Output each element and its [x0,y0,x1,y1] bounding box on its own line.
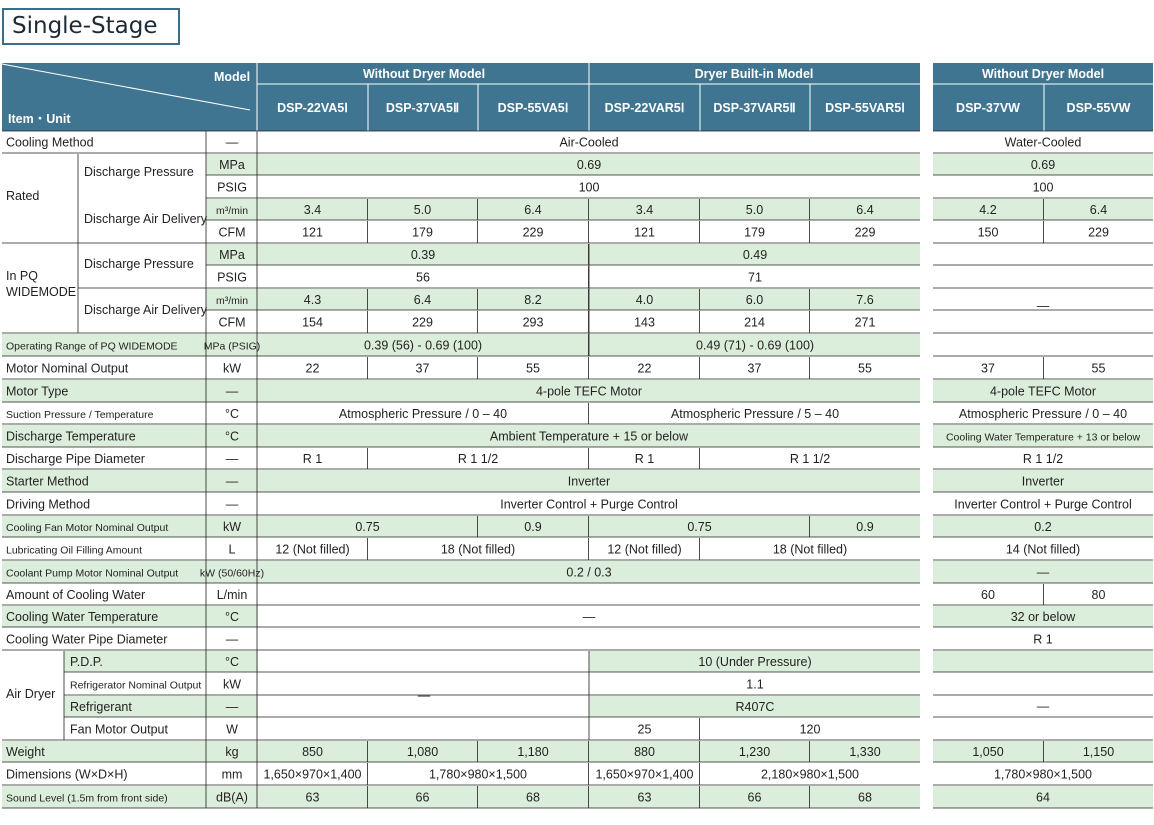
cell-value: 5.0 [745,203,764,217]
cell-value: 56 [416,270,430,285]
model-name: DSP-55VA5Ⅰ [497,101,569,115]
row-label: Amount of Cooling Water [6,588,146,602]
cell-value: 68 [526,790,540,805]
row-unit: kW [222,677,242,692]
cell-value: 229 [1088,225,1109,240]
cell-value: 6.4 [524,203,542,217]
cell-value: 121 [302,225,323,240]
cell-value: 10 (Under Pressure) [698,655,812,669]
row-label: Operating Range of PQ WIDEMODE [6,340,178,353]
row-label: Coolant Pump Motor Nominal Output [6,567,179,580]
cell-value: 0.9 [856,520,874,534]
cell-value: 71 [748,270,762,285]
cell-value: 37 [747,361,762,376]
row-unit: PSIG [217,270,247,285]
row-label: Fan Motor Output [70,722,168,737]
row-label: Starter Method [6,474,89,489]
cell-value: 229 [412,315,433,330]
row-unit: kW (50/60Hz) [199,567,265,580]
cell-value: 150 [977,225,999,240]
cell-value: R407C [735,700,775,714]
cell-value: 0.49 (71) - 0.69 (100) [695,338,815,353]
cell-value: — [1036,565,1050,580]
cell-value: 37 [415,361,430,376]
row-label: Refrigerant [70,700,132,714]
cell-value: Atmospheric Pressure / 0 – 40 [338,407,508,421]
cell-value: 179 [412,225,433,240]
dash-cell: — [1036,699,1050,714]
cell-value: 12 (Not filled) [607,542,682,557]
cell-value: 229 [522,225,544,240]
cell-value: 6.4 [1089,203,1108,217]
group-pq-widemode: In PQ [6,269,38,283]
row-unit: — [225,497,239,512]
cell-value: 1,780×980×1,500 [428,767,528,782]
row-unit: — [225,452,239,466]
page-title: Single-Stage [2,8,180,45]
row-label: Sound Level (1.5m from front side) [6,792,168,805]
row-unit: — [225,632,239,647]
cell-value: 1.1 [746,677,764,692]
cell-value: 229 [854,225,876,240]
cell-value: 1,080 [406,745,439,759]
sub-label: Discharge Pressure [84,165,194,179]
dash-cell: — [417,688,431,703]
model-name: DSP-55VAR5Ⅰ [825,101,905,115]
row-unit: W [226,722,238,737]
cell-value: 66 [415,790,430,805]
cell-value: R 1 1/2 [1022,452,1064,466]
cell-value: 214 [744,315,765,330]
cell-value: Inverter [1021,474,1065,489]
row-label: Motor Nominal Output [6,361,129,376]
cell-value: 80 [1091,588,1106,602]
row-unit: — [225,474,239,489]
row-label: Motor Type [6,384,69,399]
cell-value: 55 [858,361,872,376]
cell-value: 293 [522,315,544,330]
cell-value: 32 or below [1010,610,1076,624]
cell-value: 3.4 [303,203,322,217]
cell-value: 8.2 [524,293,542,307]
cell-value: Inverter [567,474,611,489]
dash-cell: — [582,610,596,624]
row-label: Refrigerator Nominal Output [70,679,202,692]
cell-value: Cooling Water Temperature + 13 or below [945,431,1141,444]
cell-value: 2,180×980×1,500 [760,767,860,782]
cell-value: 1,230 [738,745,771,759]
cell-value: 1,650×970×1,400 [595,767,694,782]
sub-label: Discharge Air Delivery [84,303,207,317]
group-air-dryer: Air Dryer [6,687,56,701]
group-without-dryer: Without Dryer Model [362,67,486,81]
group-rated: Rated [6,189,40,203]
dash-cell: — [1036,299,1050,313]
group-without-dryer-water: Without Dryer Model [981,67,1105,81]
model-name: DSP-55VW [1066,101,1131,115]
row-unit: CFM [218,225,246,240]
row-unit: °C [224,429,240,444]
cell-value: 0.39 (56) - 0.69 (100) [363,338,483,353]
row-label: Discharge Pipe Diameter [6,452,145,466]
model-name: DSP-37VA5Ⅱ [385,101,460,115]
row-band [933,651,1153,672]
row-unit: PSIG [217,180,247,195]
cell-value: Inverter Control + Purge Control [954,497,1132,512]
row-unit: °C [224,610,240,624]
cell-value: R 1 1/2 [789,452,831,466]
row-label: Weight [6,745,45,759]
cell-value: 18 (Not filled) [772,542,848,557]
cell-value: 4.0 [635,293,654,307]
row-unit: kW [222,361,242,376]
row-band [933,741,1153,762]
cell-value: 66 [747,790,762,805]
row-label: Discharge Temperature [6,429,136,444]
model-name: DSP-22VAR5Ⅰ [604,101,685,115]
cell-value: 6.4 [413,293,432,307]
cell-value: 121 [634,225,655,240]
cell-value: 179 [744,225,765,240]
cell-value: 850 [302,745,323,759]
cell-value: 143 [634,315,655,330]
cell-value: 4.3 [303,293,322,307]
cell-value: 1,050 [972,745,1004,759]
row-label: Driving Method [6,497,91,512]
cell-value: 3.4 [635,203,654,217]
cell-value: 37 [981,361,995,376]
cell-value: Atmospheric Pressure / 5 – 40 [670,407,840,421]
cell-value: 0.75 [355,520,380,534]
cell-value: R 1 1/2 [457,452,499,466]
row-band [933,199,1153,220]
row-unit: — [225,384,239,399]
row-label: Suction Pressure / Temperature [6,409,154,421]
row-unit: L [228,542,236,557]
cell-value: 0.2 [1034,520,1052,534]
cell-value: 1,150 [1082,745,1115,759]
cell-value: Ambient Temperature + 15 or below [489,429,689,444]
model-name: DSP-22VA5Ⅰ [277,101,348,115]
cell-value: 5.0 [413,203,432,217]
row-label: P.D.P. [70,655,103,669]
cell-value: 12 (Not filled) [275,542,350,557]
row-unit: dB(A) [216,790,248,805]
cell-value: 22 [637,361,652,376]
cell-value: 25 [637,722,652,737]
cell-value: R 1 [634,452,655,466]
group-pq-widemode: WIDEMODE [6,285,77,299]
row-label: Cooling Method [6,135,94,150]
row-unit: CFM [218,315,246,330]
cell-value: 6.4 [856,203,874,217]
cell-value: Water-Cooled [1004,135,1082,150]
cell-value: 63 [637,790,652,805]
sub-label: Discharge Air Delivery [84,212,207,226]
cell-value: 0.69 [576,158,602,172]
model-name: DSP-37VW [956,101,1020,115]
cell-value: 55 [1091,361,1106,376]
row-unit: °C [224,655,240,669]
cell-value: 1,180 [517,745,549,759]
cell-value: 1,330 [849,745,881,759]
row-unit: m³/min [215,295,249,307]
row-unit: L/min [216,588,248,602]
row-unit: m³/min [215,205,249,217]
item-unit-label: Item・Unit [8,112,71,126]
cell-value: 4.2 [979,203,997,217]
cell-value: Atmospheric Pressure / 0 – 40 [958,407,1128,421]
cell-value: R 1 [302,452,323,466]
cell-value: 63 [305,790,320,805]
cell-value: 4-pole TEFC Motor [989,384,1097,399]
cell-value: 18 (Not filled) [440,542,516,557]
cell-value: 0.2 / 0.3 [566,565,612,580]
row-label: Cooling Fan Motor Nominal Output [6,522,169,534]
cell-value: Inverter Control + Purge Control [500,497,678,512]
cell-value: 22 [305,361,320,376]
cell-value: 0.39 [410,248,436,262]
cell-value: 14 (Not filled) [1005,542,1081,557]
cell-value: 880 [634,745,655,759]
row-label: Cooling Water Pipe Diameter [6,632,168,647]
cell-value: 100 [1032,180,1054,195]
row-label: Dimensions (W×D×H) [6,767,128,782]
cell-value: 64 [1036,790,1050,805]
cell-value: 271 [854,315,876,330]
cell-value: 55 [526,361,540,376]
row-unit: MPa [219,158,245,172]
cell-value: 0.69 [1030,158,1056,172]
cell-value: 100 [578,180,600,195]
cell-value: 60 [981,588,995,602]
cell-value: 1,780×980×1,500 [993,767,1093,782]
cell-value: Air-Cooled [559,135,619,150]
cell-value: 0.9 [524,520,542,534]
cell-value: 154 [302,315,323,330]
row-unit: MPa (PSIG) [203,340,261,353]
cell-value: 6.0 [745,293,764,307]
cell-value: 4-pole TEFC Motor [535,384,643,399]
row-unit: mm [221,767,243,782]
model-name: DSP-37VAR5Ⅱ [713,101,796,115]
cell-value: 0.49 [742,248,768,262]
group-dryer-builtin: Dryer Built-in Model [694,67,814,81]
sub-label: Discharge Pressure [84,257,194,271]
row-unit: kW [222,520,242,534]
row-unit: °C [224,407,240,421]
cell-value: 68 [858,790,872,805]
row-unit: kg [225,745,239,759]
row-unit: — [225,700,239,714]
cell-value: 0.75 [687,520,712,534]
cell-value: 7.6 [856,293,874,307]
cell-value: 120 [799,722,821,737]
cell-value: 1,650×970×1,400 [263,767,362,782]
row-label: Lubricating Oil Filling Amount [6,544,142,557]
row-unit: MPa [219,248,245,262]
row-label: Cooling Water Temperature [6,610,159,624]
row-unit: — [225,135,239,150]
model-label: Model [213,70,251,84]
cell-value: R 1 [1033,632,1053,647]
